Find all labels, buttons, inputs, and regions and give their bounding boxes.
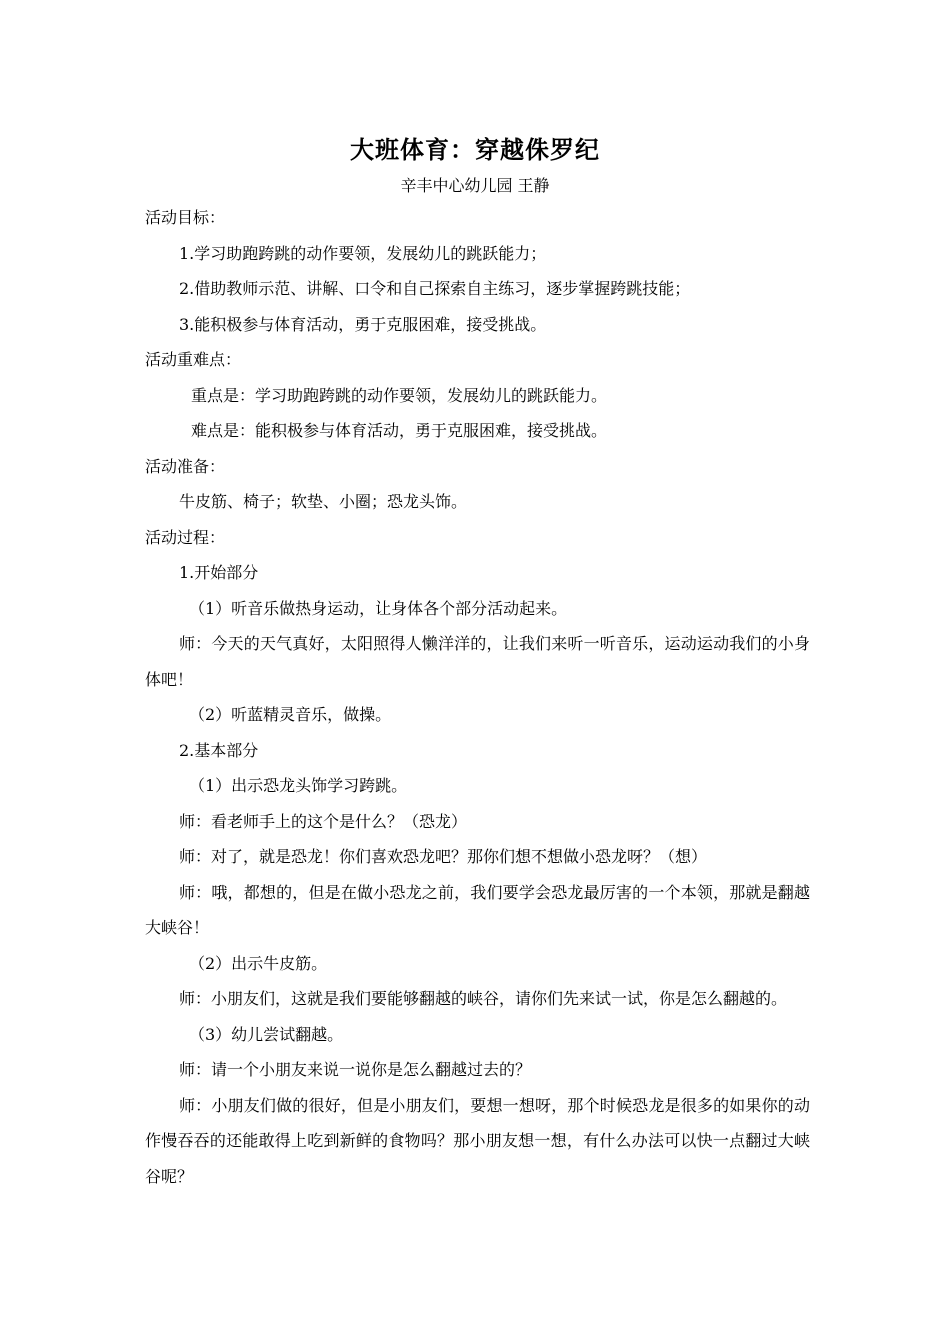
teacher-dialogue: 师：请一个小朋友来说一说你是怎么翻越过去的？ bbox=[179, 1060, 532, 1079]
goal-item: 3.能积极参与体育活动，勇于克服困难，接受挑战。 bbox=[179, 314, 547, 334]
process-part-heading: 1.开始部分 bbox=[179, 563, 259, 582]
section-heading-focus: 活动重难点： bbox=[145, 350, 242, 369]
process-step: （3）幼儿尝试翻越。 bbox=[189, 1024, 344, 1044]
teacher-dialogue: 师：对了，就是恐龙！你们喜欢恐龙吧？那你们想不想做小恐龙呀？（想） bbox=[179, 847, 708, 866]
process-step: （2）出示牛皮筋。 bbox=[189, 953, 328, 973]
focus-item: 重点是：学习助跑跨跳的动作要领，发展幼儿的跳跃能力。 bbox=[191, 385, 608, 405]
document-body bbox=[145, 200, 810, 1194]
section-heading-preparation: 活动准备： bbox=[145, 456, 226, 476]
page-title: 大班体育：穿越侏罗纪 bbox=[350, 136, 600, 164]
teacher-dialogue: 师：小朋友们做的很好，但是小朋友们，要想一想呀，那个时候恐龙是很多的如果你的动作慢吞吞的还能敢得上吃到新鲜的食物吗？那小朋友想一想，有什么办法可以快一点翻过大峡谷呢？ bbox=[145, 1095, 810, 1186]
preparation-item: 牛皮筋、椅子；软垫、小圈；恐龙头饰。 bbox=[179, 492, 468, 511]
process-step: （2）听蓝精灵音乐，做操。 bbox=[189, 705, 392, 724]
author-line: 辛丰中心幼儿园 王静 bbox=[400, 176, 550, 195]
teacher-dialogue: 师：小朋友们，这就是我们要能够翻越的峡谷，请你们先来试一试，你是怎么翻越的。 bbox=[179, 989, 788, 1008]
section-heading-goals: 活动目标： bbox=[145, 208, 226, 227]
process-part-heading: 2.基本部分 bbox=[179, 740, 259, 760]
focus-item: 难点是：能积极参与体育活动，勇于克服困难，接受挑战。 bbox=[191, 421, 608, 440]
process-step: （1）听音乐做热身运动，让身体各个部分活动起来。 bbox=[189, 598, 568, 618]
teacher-dialogue: 师：哦，都想的，但是在做小恐龙之前，我们要学会恐龙最厉害的一个本领，那就是翻越大峡谷！ bbox=[145, 882, 810, 937]
teacher-dialogue: 师：看老师手上的这个是什么？（恐龙） bbox=[179, 811, 468, 831]
teacher-dialogue: 师：今天的天气真好，太阳照得人懒洋洋的，让我们来听一听音乐，运动运动我们的小身体吧！ bbox=[145, 634, 810, 689]
goal-item: 1.学习助跑跨跳的动作要领，发展幼儿的跳跃能力； bbox=[179, 243, 547, 263]
section-heading-process: 活动过程： bbox=[145, 527, 226, 547]
goal-item: 2.借助教师示范、讲解、口令和自己探索自主练习，逐步掌握跨跳技能； bbox=[179, 279, 691, 298]
process-step: （1）出示恐龙头饰学习跨跳。 bbox=[189, 776, 408, 795]
